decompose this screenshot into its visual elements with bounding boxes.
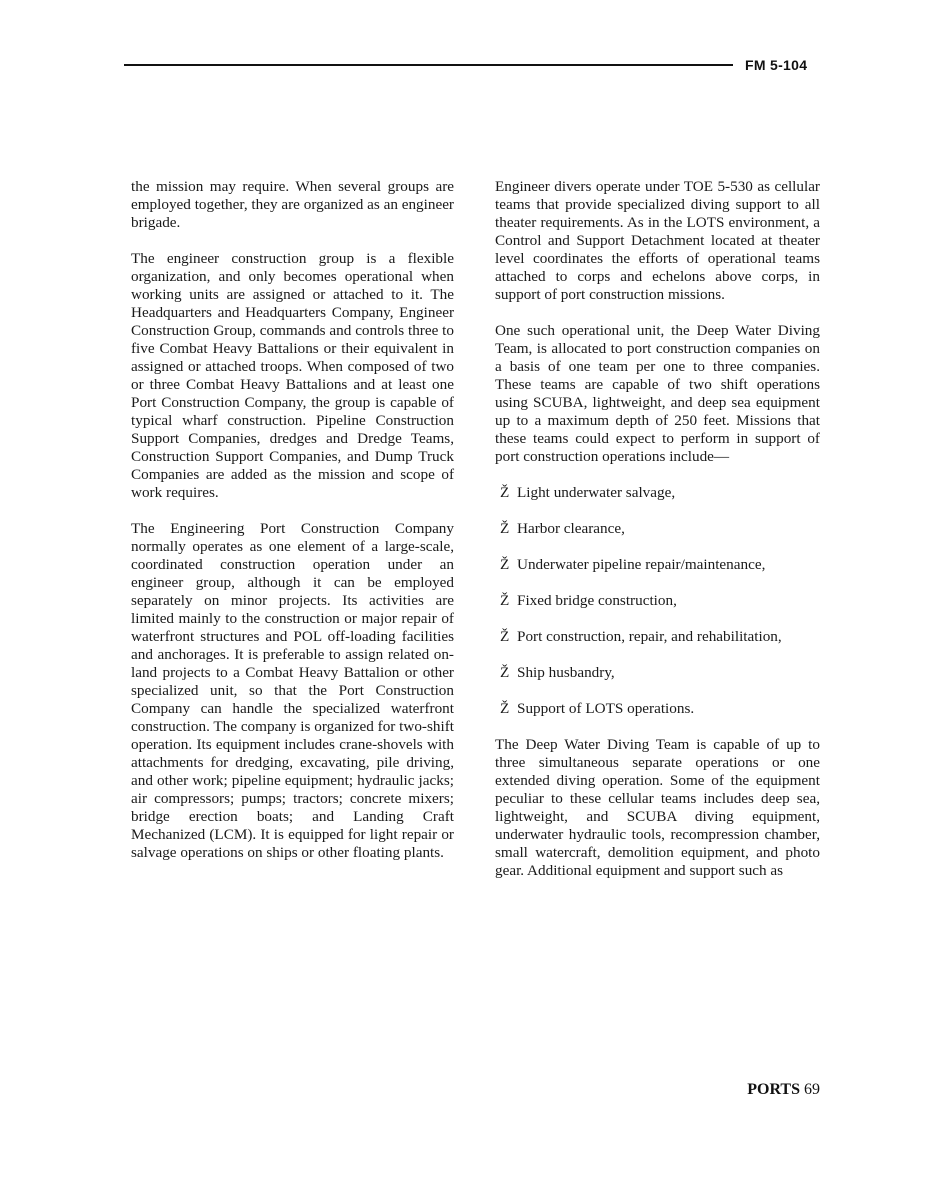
list-item [495, 664, 820, 682]
paragraph: One such operational unit, the Deep Water Diving Team, is allocated to port construction companies on a basis of one team per one to three companies. These teams are capable of two shift operations using SCUBA, lightweight, and deep sea equipment up to a maximum depth of 250 feet. Missions that these teams could expect to perform in support of port construction operations include— [495, 322, 820, 465]
paragraph: Engineer divers operate under TOE 5-530 as cellular teams that provide specialized diving support to all theater requirements. As in the LOTS environment, a Control and Support Detachment located at theater level coordinates the efforts of operational teams attached to corps and echelons above corps, in support of port construction missions. [495, 178, 820, 303]
list-item-text: Ship husbandry, [517, 664, 615, 681]
page-footer [732, 1081, 820, 1099]
list-item-text: Port construction, repair, and rehabilitation, [517, 628, 782, 645]
bullet-icon: Ž [500, 520, 510, 537]
left-column [131, 178, 454, 880]
bullet-icon: Ž [500, 556, 510, 573]
paragraph: The Engineering Port Construction Company normally operates as one element of a large-scale, coordinated construction operation under an engineer group, although it can be employed separately on minor projects. Its activities are limited mainly to the construction or major repair of waterfront structures and POL off-loading facilities and anchorages. It is preferable to assign related on-land projects to a Combat Heavy Battalion or other specialized unit, so that the Port Construction Company can handle the specialized waterfront construction. The company is organized for two-shift operation. Its equipment includes crane-shovels with attachments for dredging, excavating, pile driving, and other work; pipeline equipment; hydraulic jacks; air compressors; pumps; tractors; concrete mixers; bridge erection boats; and Landing Craft Mechanized (LCM). It is equipped for light repair or salvage operations on ships or other floating plants. [131, 520, 454, 861]
bullet-icon: Ž [500, 664, 510, 681]
mission-list [495, 484, 820, 718]
page-number: 69 [804, 1081, 820, 1098]
paragraph: The Deep Water Diving Team is capable of up to three simultaneous separate operations or one extended diving operation. Some of the equipment peculiar to these cellular teams includes deep sea, lightweight, and SCUBA diving equipment, underwater hydraulic tools, recompression chamber, small watercraft, demolition equipment, and photo gear. Additional equipment and support such as [495, 736, 820, 879]
list-item [495, 484, 820, 502]
list-item-text: Harbor clearance, [517, 520, 625, 537]
paragraph: The engineer construction group is a flexible organization, and only becomes operational when working units are assigned or attached to it. The Headquarters and Headquarters Company, Engineer Construction Group, commands and controls three to five Combat Heavy Battalions or their equivalent in assigned or attached troops. When composed of two or three Combat Heavy Battalions and at least one Port Construction Company, the group is capable of typical wharf construction. Pipeline Construction Support Companies, dredges and Dredge Teams, Construction Support Companies, and Dump Truck Companies are added as the mission and scope of work requires. [131, 250, 454, 501]
list-item-text: Support of LOTS operations. [517, 700, 695, 717]
list-item [495, 520, 820, 538]
bullet-icon: Ž [500, 484, 510, 501]
paragraph: the mission may require. When several groups are employed together, they are organized as an engineer brigade. [131, 178, 454, 231]
list-item [495, 700, 820, 718]
list-item-text: Fixed bridge construction, [517, 592, 677, 609]
section-title: PORTS [747, 1081, 800, 1098]
list-item-text: Underwater pipeline repair/maintenance, [517, 556, 766, 573]
header-rule [124, 64, 733, 66]
right-column [495, 178, 820, 898]
list-item [495, 556, 820, 574]
list-item [495, 628, 820, 646]
list-item [495, 592, 820, 610]
bullet-icon: Ž [500, 700, 510, 717]
document-code: FM 5-104 [745, 57, 808, 73]
bullet-icon: Ž [500, 628, 510, 645]
list-item-text: Light underwater salvage, [517, 484, 676, 501]
bullet-icon: Ž [500, 592, 510, 609]
